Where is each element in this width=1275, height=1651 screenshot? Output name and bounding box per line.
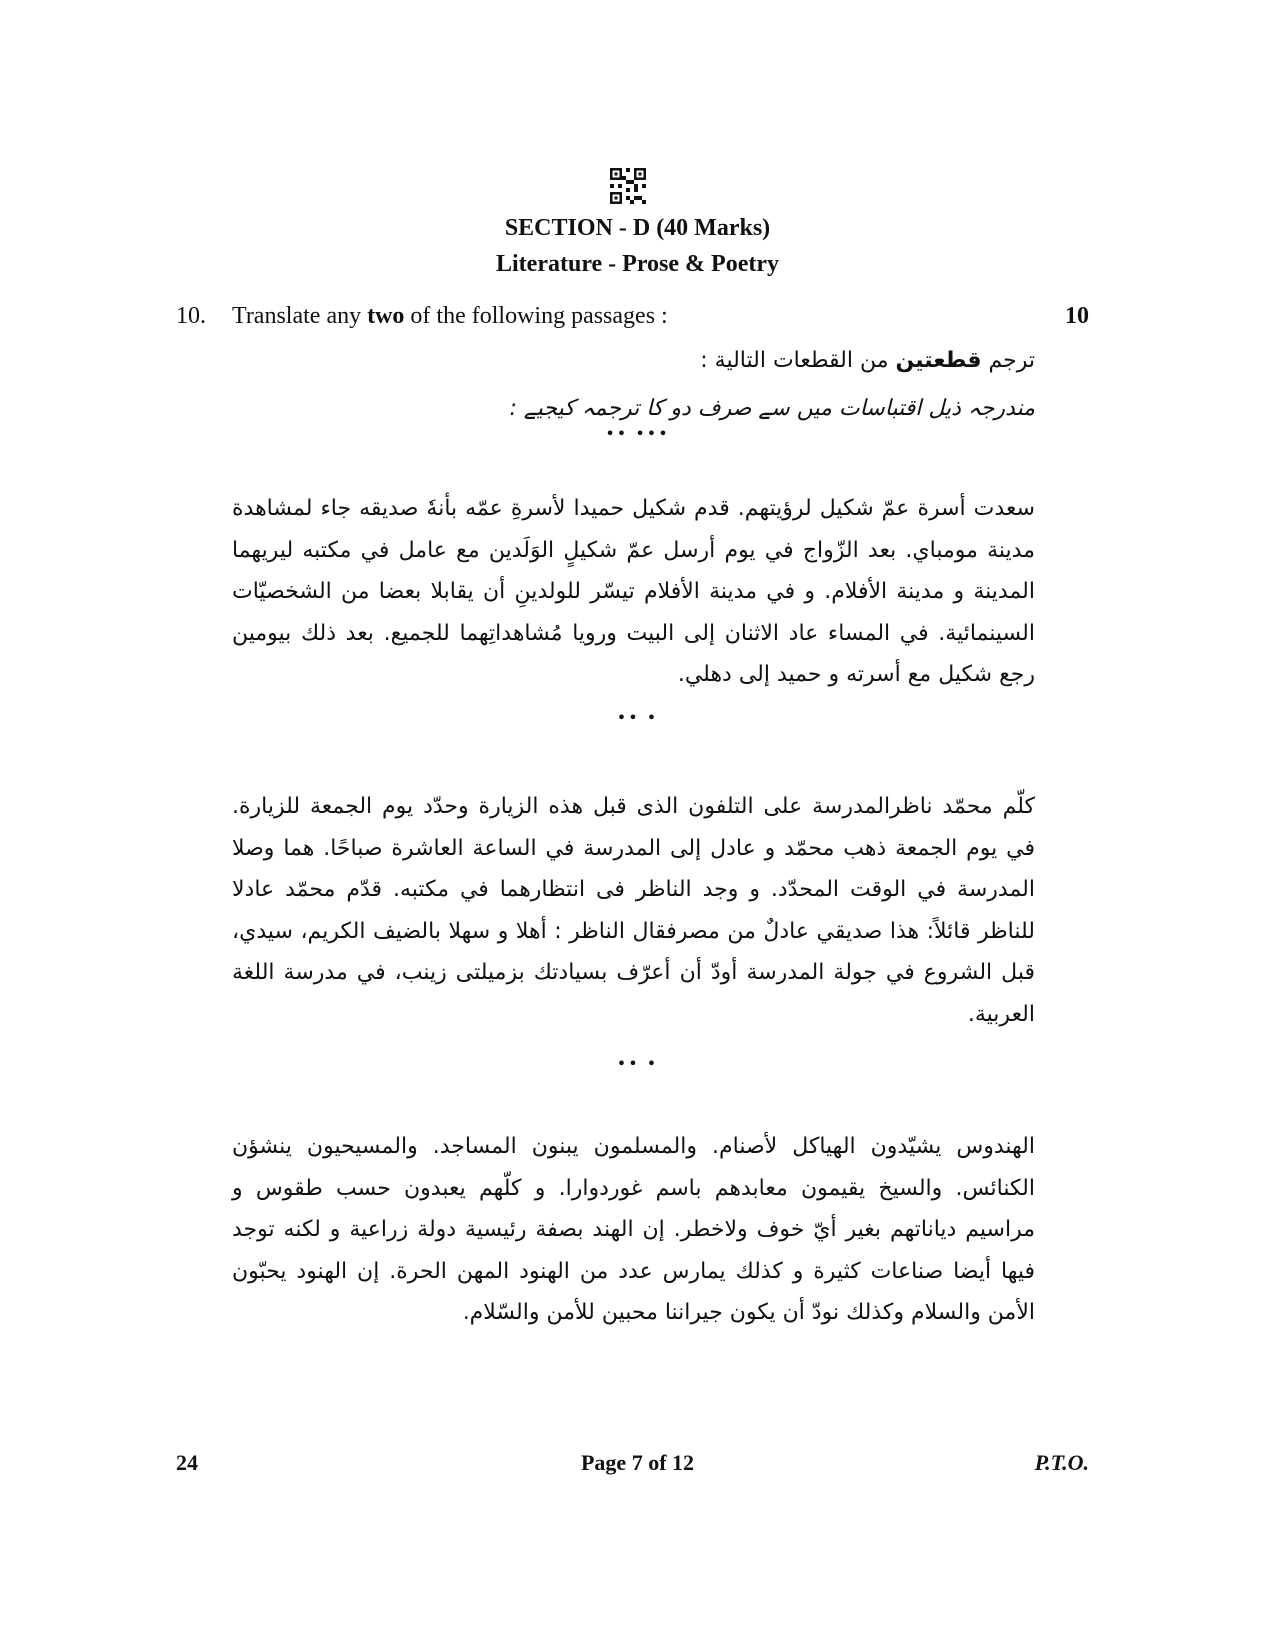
pto-label: P.T.O. (1034, 1450, 1089, 1475)
passage-3: الهندوس يشيّدون الهياكل لأصنام. والمسلمون يبنون المساجد. والمسيحيون ينشؤن الكنائس. والسيخ يقيمون معابدهم باسم غوردوارا. و كلّهم يعبدون حسب طقوس و مراسيم دياناتهم بغير أيّ خوف ولاخطر. إن الهند بصفة رئيسية دولة زراعية و لكنه توجد فيها أيضا صناعات كثيرة و كذلك يمارس عدد من الهنود المهن الحرة. إن الهنود يحبّون الأمن والسلام وكذلك نودّ أن يكون جيراننا محبين للأمن والسّلام. (232, 1134, 1035, 1325)
section-title: SECTION - D (40 Marks) (504, 215, 771, 241)
question-text (232, 300, 668, 332)
section-subtitle: Literature - Prose & Poetry (496, 251, 779, 277)
separator-dots: •• • (616, 708, 659, 727)
passage-2: كلّم محمّد ناظرالمدرسة على التلفون الذى قبل هذه الزيارة وحدّد يوم الجمعة للزيارة. في يوم الجمعة ذهب محمّد و عادل إلى المدرسة في الساعة العاشرة صباحًا. هما وصلا المدرسة في الوقت المحدّد. و وجد الناظر فى انتظارهما في مكتبه. قدّم محمّد عادلا للناظر قائلاً: هذا صديقي عادلٌ من مصرفقال الناظر : أهلا و سهلا بالضيف الكريم، سيدي، قبل الشروع في جولة المدرسة أودّ أن أعرّف بسيادتك بزميلتى زينب، في مدرسة اللغة العربية. (232, 794, 1035, 1027)
question-marks: 10 (1065, 303, 1089, 329)
arabic-instruction (700, 344, 1035, 378)
urdu-instruction: مندرجہ ذیل اقتباسات میں سے صرف دو کا ترجمہ کیجیے : (509, 396, 1035, 421)
arabic-instruction-emphasis: قطعتين (895, 348, 982, 373)
passage-1: سعدت أسرة عمّ شكيل لرؤيتهم. قدم شكيل حميدا لأسرةِ عمّه بأنهٗ صديقه جاء لمشاهدة مدينة مومباي. بعد الزّواج في يوم أرسل عمّ شكيلٍ الوَلَدين مع عامل في مكتبه ليريهما المدينة و مدينة الأفلام. و في مدينة الأفلام تيسّر للولدينِ أن يقابلا بعضا من الشخصيّات السينمائية. في المساء عاد الاثنان إلى البيت ورويا مُشاهداتِهما للجميع. بعد ذلك بيومين رجع شكيل مع أسرته و حميد إلى دهلي. (232, 496, 1035, 687)
qr-code-icon (610, 168, 646, 204)
question-text-part: Translate any (232, 303, 368, 329)
arabic-instruction-part: من القطعات التالية : (700, 348, 896, 373)
paper-code: 24 (176, 1450, 198, 1475)
separator-dots: •• ••• (605, 424, 670, 443)
question-text-emphasis: two (367, 303, 405, 329)
page-number: Page 7 of 12 (580, 1450, 695, 1475)
arabic-instruction-part: ترجم (981, 348, 1035, 373)
separator-dots: •• • (616, 1054, 659, 1073)
question-number: 10. (176, 303, 206, 329)
question-text-part: of the following passages : (404, 303, 668, 329)
